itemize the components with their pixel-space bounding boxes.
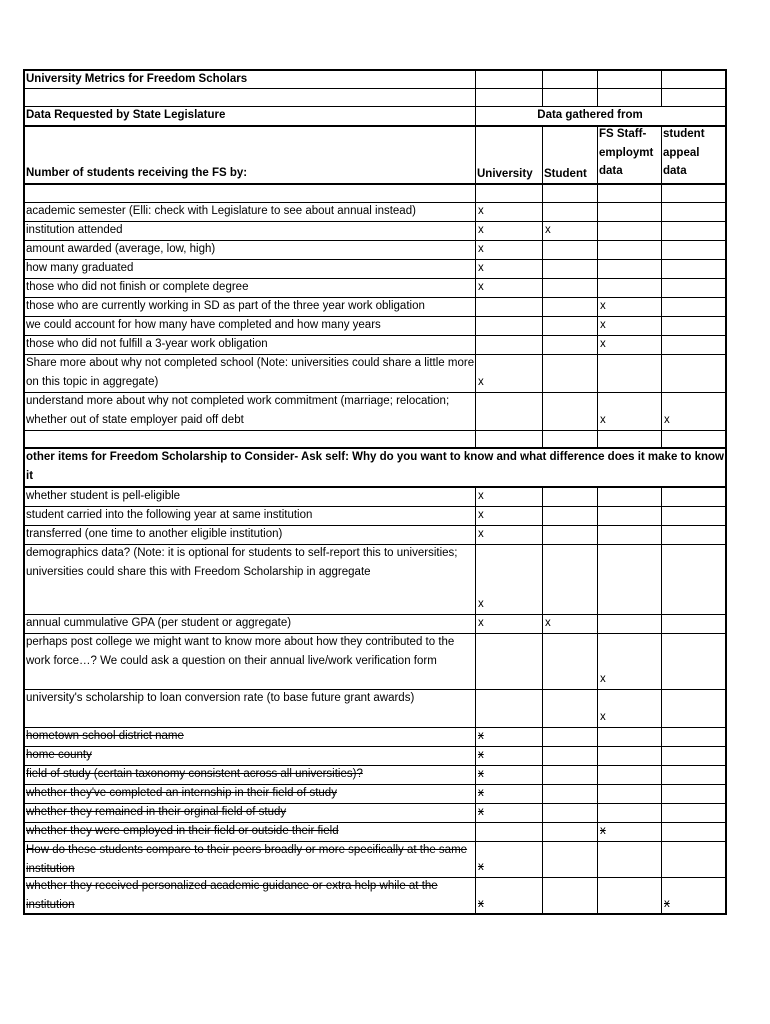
grid-line <box>23 877 725 878</box>
mark-student <box>542 858 597 877</box>
grid-line <box>661 125 662 447</box>
mark-student-appeal <box>661 746 725 765</box>
grid-line <box>23 633 725 634</box>
grid-line <box>23 335 725 336</box>
mark-university: x <box>478 898 484 910</box>
mark-university: x <box>478 749 484 761</box>
mark-student <box>542 595 597 614</box>
row-label: whether student is pell-eligible <box>26 490 181 502</box>
mark-student <box>542 240 597 259</box>
grid-line <box>23 88 725 89</box>
grid-line <box>542 125 543 447</box>
mark-fs-staff <box>597 765 661 784</box>
grid-line <box>23 841 725 842</box>
grid-line <box>23 183 725 185</box>
mark-student: x <box>545 224 551 236</box>
mark-university: x <box>478 768 484 780</box>
grid-line <box>23 221 725 222</box>
row-label: demographics data? (Note: it is optional for students to self-report this to universities; universities could share this with Freedom Scholarship in aggregate <box>26 547 458 578</box>
grid-line <box>23 784 725 785</box>
grid-line <box>23 913 725 915</box>
mark-fs-staff: x <box>600 414 606 426</box>
grid-line <box>23 430 725 431</box>
mark-university: x <box>478 224 484 236</box>
row-label: How do these students compare to their peers broadly or more specifically at the same institution <box>26 844 468 875</box>
mark-student-appeal <box>661 278 725 297</box>
section2-label: other items for Freedom Scholarship to Consider- Ask self: Why do you want to know and what difference does it make to know it <box>26 451 724 482</box>
mark-fs-staff <box>597 746 661 765</box>
mark-university <box>475 411 542 430</box>
mark-fs-staff <box>597 858 661 877</box>
mark-fs-staff <box>597 895 661 914</box>
mark-student-appeal <box>661 240 725 259</box>
mark-student <box>542 297 597 316</box>
grid-line <box>23 803 725 804</box>
mark-student <box>542 727 597 746</box>
row-label: we could account for how many have completed and how many years <box>26 319 381 331</box>
mark-student-appeal <box>661 525 725 544</box>
grid-line <box>23 486 725 488</box>
mark-student-appeal <box>661 765 725 784</box>
col-header-fs-staff: FS Staff- employmt data <box>599 128 654 178</box>
mark-student-appeal <box>661 727 725 746</box>
mark-university: x <box>478 787 484 799</box>
gathered-header: Data gathered from <box>537 109 643 121</box>
grid-line <box>23 297 725 298</box>
row-label: amount awarded (average, low, high) <box>26 243 216 255</box>
mark-student <box>542 335 597 354</box>
row-label: those who did not fulfill a 3-year work obligation <box>26 338 268 350</box>
mark-university: x <box>478 598 484 610</box>
grid-line <box>23 278 725 279</box>
mark-student <box>542 373 597 392</box>
row-label: field of study (certain taxonomy consistent across all universities)? <box>26 768 363 780</box>
row-label: university's scholarship to loan conversion rate (to base future grant awards) <box>26 692 415 704</box>
mark-university: x <box>478 376 484 388</box>
row-label: Share more about why not completed school (Note: universities could share a little more on this topic in aggregate) <box>26 357 475 388</box>
mark-student <box>542 746 597 765</box>
grid-line <box>23 316 725 317</box>
row-label: academic semester (Elli: check with Legislature to see about annual instead) <box>26 205 416 217</box>
mark-fs-staff: x <box>600 673 606 685</box>
mark-university <box>475 822 542 841</box>
section1-label: Number of students receiving the FS by: <box>26 167 248 179</box>
mark-student <box>542 278 597 297</box>
mark-student-appeal <box>661 487 725 506</box>
grid-line <box>23 614 725 615</box>
grid-line <box>23 544 725 545</box>
requested-header: Data Requested by State Legislature <box>26 109 226 121</box>
col-header-student-appeal: student appeal data <box>663 128 705 178</box>
grid-line <box>661 486 662 913</box>
row-label: home county <box>26 749 92 761</box>
mark-fs-staff <box>597 487 661 506</box>
mark-student <box>542 822 597 841</box>
mark-student-appeal <box>661 858 725 877</box>
mark-fs-staff <box>597 803 661 822</box>
mark-fs-staff: x <box>600 825 606 837</box>
row-label: transferred (one time to another eligible institution) <box>26 528 283 540</box>
mark-fs-staff <box>597 278 661 297</box>
mark-student-appeal <box>661 316 725 335</box>
mark-student-appeal <box>661 670 725 689</box>
mark-student-appeal <box>661 202 725 221</box>
row-label: understand more about why not completed work commitment (marriage; relocation; whether out of state employer paid off debt <box>26 395 450 426</box>
mark-university: x <box>478 490 484 502</box>
mark-university <box>475 297 542 316</box>
mark-fs-staff <box>597 727 661 746</box>
grid-line <box>597 125 598 447</box>
grid-line <box>23 69 725 71</box>
mark-student-appeal <box>661 221 725 240</box>
mark-student: x <box>545 617 551 629</box>
mark-fs-staff <box>597 240 661 259</box>
mark-university: x <box>478 509 484 521</box>
mark-student <box>542 895 597 914</box>
mark-student <box>542 259 597 278</box>
grid-line <box>542 486 543 913</box>
sheet-title: University Metrics for Freedom Scholars <box>26 73 248 85</box>
mark-fs-staff <box>597 614 661 633</box>
grid-line <box>597 486 598 913</box>
grid-line <box>23 69 25 915</box>
mark-student <box>542 670 597 689</box>
grid-line <box>725 69 727 915</box>
row-label: those who did not finish or complete degree <box>26 281 249 293</box>
row-label: whether they were employed in their field or outside their field <box>26 825 339 837</box>
mark-student-appeal <box>661 595 725 614</box>
mark-student-appeal <box>661 259 725 278</box>
mark-fs-staff: x <box>600 319 606 331</box>
row-label: whether they remained in their orginal field of study <box>26 806 287 818</box>
mark-fs-staff <box>597 259 661 278</box>
grid-line <box>23 240 725 241</box>
row-label: those who are currently working in SD as part of the three year work obligation <box>26 300 425 312</box>
mark-student-appeal <box>661 373 725 392</box>
mark-university: x <box>478 528 484 540</box>
grid-line <box>23 259 725 260</box>
row-label: whether they received personalized academic guidance or extra help while at the institution <box>26 880 438 911</box>
mark-university: x <box>478 243 484 255</box>
col-header-student: Student <box>544 168 587 180</box>
mark-student <box>542 765 597 784</box>
mark-fs-staff: x <box>600 338 606 350</box>
row-label: hometown school district name <box>26 730 184 742</box>
mark-university: x <box>478 262 484 274</box>
mark-fs-staff <box>597 506 661 525</box>
mark-fs-staff: x <box>600 711 606 723</box>
mark-university: x <box>478 806 484 818</box>
mark-university: x <box>478 281 484 293</box>
row-label: institution attended <box>26 224 123 236</box>
grid-line <box>23 392 725 393</box>
row-label: annual cummulative GPA (per student or aggregate) <box>26 617 292 629</box>
mark-student-appeal <box>661 708 725 727</box>
grid-line <box>23 765 725 766</box>
row-label: student carried into the following year at same institution <box>26 509 313 521</box>
mark-fs-staff <box>597 595 661 614</box>
mark-student <box>542 506 597 525</box>
row-label: perhaps post college we might want to know more about how they contributed to the work force…? We could ask a question on their annual live/work verification form <box>26 636 455 667</box>
mark-university <box>475 670 542 689</box>
mark-fs-staff <box>597 202 661 221</box>
grid-line <box>23 354 725 355</box>
mark-fs-staff <box>597 373 661 392</box>
mark-student-appeal <box>661 803 725 822</box>
grid-line <box>23 447 725 449</box>
grid-line <box>23 106 725 107</box>
row-label: how many graduated <box>26 262 134 274</box>
grid-line <box>542 69 543 106</box>
grid-line <box>475 106 476 125</box>
grid-line <box>23 202 725 203</box>
mark-student-appeal <box>661 297 725 316</box>
mark-student <box>542 708 597 727</box>
grid-line <box>597 69 598 106</box>
mark-student-appeal: x <box>664 414 670 426</box>
mark-student-appeal <box>661 506 725 525</box>
mark-student <box>542 803 597 822</box>
grid-line <box>23 125 725 127</box>
grid-line <box>23 727 725 728</box>
mark-university: x <box>478 730 484 742</box>
grid-line <box>23 746 725 747</box>
grid-line <box>661 69 662 106</box>
mark-university <box>475 335 542 354</box>
grid-line <box>23 506 725 507</box>
mark-student-appeal <box>661 614 725 633</box>
mark-fs-staff <box>597 784 661 803</box>
mark-student-appeal <box>661 784 725 803</box>
grid-line <box>475 486 476 913</box>
mark-student <box>542 316 597 335</box>
mark-university: x <box>478 861 484 873</box>
grid-line <box>23 822 725 823</box>
mark-student <box>542 411 597 430</box>
mark-fs-staff <box>597 221 661 240</box>
mark-fs-staff: x <box>600 300 606 312</box>
mark-student <box>542 487 597 506</box>
grid-line <box>475 69 476 106</box>
mark-student <box>542 202 597 221</box>
mark-student <box>542 525 597 544</box>
mark-university: x <box>478 205 484 217</box>
mark-student-appeal <box>661 335 725 354</box>
grid-line <box>23 689 725 690</box>
mark-student-appeal <box>661 822 725 841</box>
col-header-university: University <box>477 168 533 180</box>
grid-line <box>23 525 725 526</box>
mark-university <box>475 708 542 727</box>
mark-fs-staff <box>597 525 661 544</box>
mark-student-appeal: x <box>664 898 670 910</box>
mark-university <box>475 316 542 335</box>
row-label: whether they've completed an internship in their field of study <box>26 787 337 799</box>
mark-university: x <box>478 617 484 629</box>
grid-line <box>475 125 476 447</box>
mark-student <box>542 784 597 803</box>
